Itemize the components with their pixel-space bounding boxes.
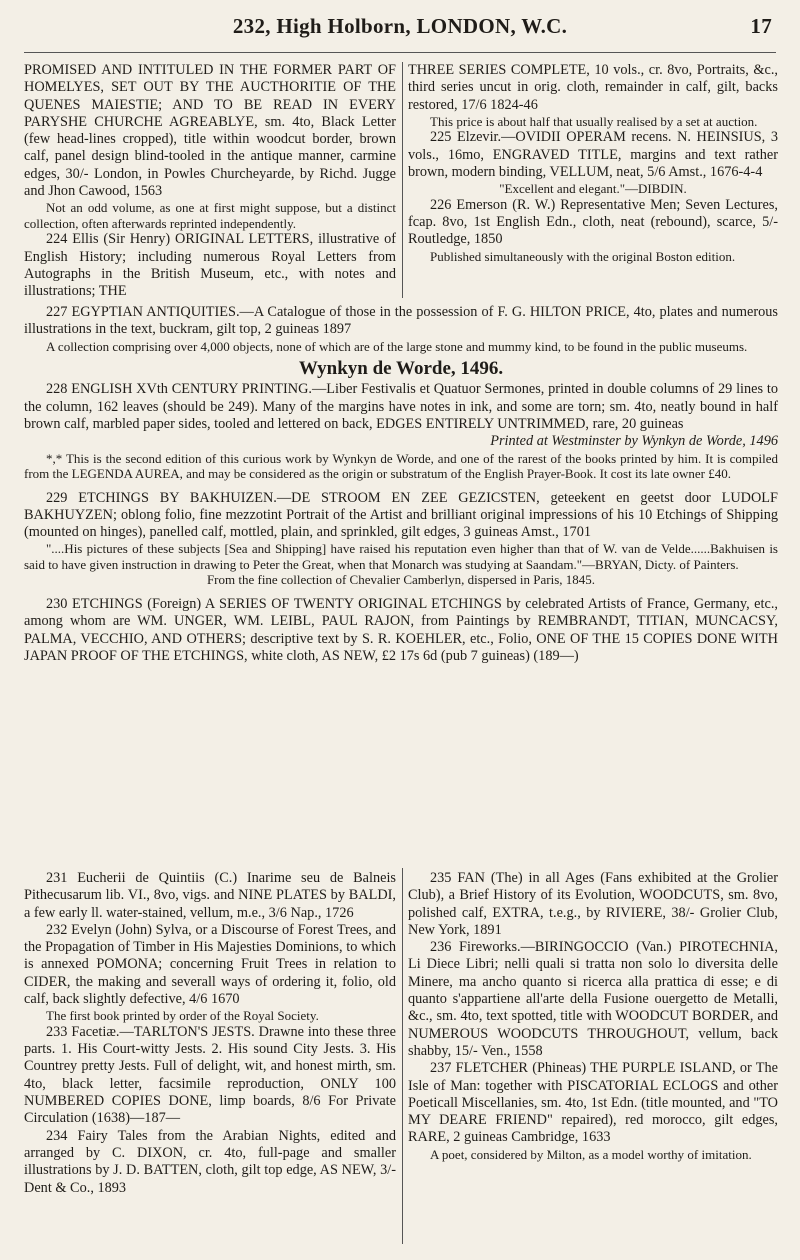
header-rule: [24, 52, 776, 53]
entry-225: 225 Elzevir.—OVIDII OPERAM recens. N. HEINSIUS, 3 vols., 16mo, ENGRAVED TITLE, margins and text rather brown, modern binding, VELLUM, neat, 5/6 Amst., 1676-4-4: [408, 129, 778, 180]
entry-227-note: A collection comprising over 4,000 objects, none of which are of the large stone and mummy kind, to be found in the public museums.: [46, 338, 748, 354]
entry-225-note: "Excellent and elegant."—DIBDIN.: [499, 181, 687, 197]
entry-229: 229 ETCHINGS BY BAKHUIZEN.—DE STROOM EN ZEE GEZICSTEN, geteekent en geetst door LUDOLF BAKHUYZEN; oblong folio, fine mezzotint Portrait of the Artist and brilliant original impressions of his 10 Etchings of Shipping (mounted on hinges), panelled calf, mottled, plain, and sprinkled, gilt edges, 3 guineas Amst., 1701: [24, 489, 778, 541]
left-column-top: [24, 62, 396, 301]
entry-230: 230 ETCHINGS (Foreign) A SERIES OF TWENTY ORIGINAL ETCHINGS by celebrated Artists of France, Germany, etc., among whom are WM. UNGER, WM. LEIBL, PAUL RAJON, from Paintings by REMBRANDT, TITIAN, MUNCACSY, PALMA, VECCHIO, AND OTHERS; descriptive text by S. R. KOEHLER, etc., Folio, ONE OF THE 15 COPIES DONE WITH JAPAN PROOF OF THE ETCHINGS, white cloth, AS NEW, £2 17s 6d (pub 7 guineas) (189—): [24, 595, 778, 664]
entry-232: 232 Evelyn (John) Sylva, or a Discourse of Forest Trees, and the Propagation of Timber in His Majesties Dominions, to which is annexed POMONA; concerning Fruit Trees in relation to CIDER, the making and severall ways of ordering it, folio, old calf, back slightly defective, 4/6 1670: [24, 921, 396, 1008]
entry-232-note: The first book printed by order of the Royal Society.: [46, 1008, 319, 1024]
entry-237-note: A poet, considered by Milton, as a model worthy of imitation.: [430, 1146, 752, 1162]
section-heading-wynkyn: Wynkyn de Worde, 1496.: [298, 358, 504, 380]
column-divider-bottom: [402, 868, 403, 1244]
right-column-bottom: [408, 870, 778, 1162]
entry-223-cont: PROMISED AND INTITULED IN THE FORMER PART OF HOMELYES, SET OUT BY THE AUCTHORITIE OF THE QUENES MAIESTIE; AND TO BE READ IN EVERY PARYSHE CHURCHE AGREABLYE, sm. 4to, Black Letter (few head-lines cropped), title within woodcut border, brown calf, panel design blind-tooled in the antique manner, carmine edges, 30/- London, in Powles Churcheyarde, by Richd. Jugge and Jhon Cawood, 1563: [24, 62, 396, 200]
entry-237: 237 FLETCHER (Phineas) THE PURPLE ISLAND, or The Isle of Man: together with PISCATORIAL ECLOGS and other Poeticall Miscellanies, sm. 4to, 1st Edn. (title mounted, and "TO MY DEARE FRIEND" repaired), red morocco, gilt edges, RARE, 2 guineas Cambridge, 1633: [408, 1060, 778, 1146]
entry-226-note: Published simultaneously with the original Boston edition.: [430, 248, 736, 264]
entry-223-note: Not an odd volume, as one at first might suppose, but a distinct collection, often afterwards reprinted independently.: [24, 200, 396, 231]
entry-228: 228 ENGLISH XVth CENTURY PRINTING.—Liber Festivalis et Quatuor Sermones, printed in double columns of 29 lines to the column, 162 leaves (should be 249). Many of the margins have notes in ink, and some are torn; sm. 4to, neatly bound in half brown calf, marbled paper sides, tooled and lettered on back, EDGES ENTIRELY UNTRIMMED, rare, 20 guineas: [24, 381, 778, 432]
entry-235: 235 FAN (The) in all Ages (Fans exhibited at the Grolier Club), a Brief History of its Evolution, WOODCUTS, sm. 8vo, polished calf, EXTRA, t.e.g., by RIVIERE, 38/- Grolier Club, New York, 1891: [408, 870, 778, 938]
full-width-section: [24, 304, 778, 665]
entry-227: 227 EGYPTIAN ANTIQUITIES.—A Catalogue of those in the possession of F. G. HILTON PRICE, 4to, plates and numerous illustrations in the text, buckram, gilt top, 2 guineas 1897: [24, 304, 778, 338]
header-address: 232, High Holborn, LONDON, W.C.: [232, 14, 568, 38]
left-column-bottom: [24, 870, 396, 1197]
entry-229-note: "....His pictures of these subjects [Sea and Shipping] have raised his reputation even higher than that of W. van de Velde......Bakhuisen is said to have given instruction in drawing to Peter the Great, when that Monarch was studying at Saandam."—BRYAN, Dicty. of Painters.: [24, 541, 778, 572]
entry-228-note: *,* This is the second edition of this curious work by Wynkyn de Worde, and one of the rarest of the books printed by him. It is compiled from the LEGENDA AUREA, and may be considered as the origin or substratum of the English Prayer-Book. It cost its late owner £40.: [24, 450, 778, 482]
right-column-top: [408, 62, 778, 264]
entry-226: 226 Emerson (R. W.) Representative Men; Seven Lectures, fcap. 8vo, 1st English Edn., cloth, neat (rebound), scarce, 5/- Routledge, 1850: [408, 196, 778, 248]
entry-224-note: This price is about half that usually realised by a set at auction.: [430, 113, 758, 129]
entry-231: 231 Eucherii de Quintiis (C.) Inarime seu de Balneis Pithecusarum lib. VI., 8vo, vigs. and NINE PLATES by BALDI, a few early ll. water-stained, vellum, m.e., 3/6 Nap., 1726: [24, 870, 396, 921]
page-header: [28, 14, 772, 40]
page-number: 17: [750, 14, 772, 38]
entry-224-cont: THREE SERIES COMPLETE, 10 vols., cr. 8vo, Portraits, &c., third series uncut in orig. cloth, remainder in calf, gilt, backs restored, 17/6 1824-46: [408, 62, 778, 113]
entry-228-imprint: Printed at Westminster by Wynkyn de Worde, 1496: [490, 433, 778, 450]
column-divider-top: [402, 62, 403, 298]
entry-234: 234 Fairy Tales from the Arabian Nights, edited and arranged by C. DIXON, cr. 4to, full-page and smaller illustrations by J. D. BATTEN, cloth, gilt top edge, AS NEW, 3/- Dent & Co., 1893: [24, 1127, 396, 1196]
entry-224: 224 Ellis (Sir Henry) ORIGINAL LETTERS, illustrative of English History; including numerous Royal Letters from Autographs in the British Museum, etc., with notes and illustrations; THE: [24, 231, 396, 300]
entry-236: 236 Fireworks.—BIRINGOCCIO (Van.) PIROTECHNIA, Li Diece Libri; nelli quali si tratta non solo lo diversita delle Minere, ma ancho quanto si ricerca alla prattica di esse; e di quanto s'appartiene all'arte della Fusione ouergetto de Metalli, &c., sm. 4to, text spotted, title with WOODCUT BORDER, and NUMEROUS WOODCUTS THROUGHOUT, vellum, back shabby, 15/- Ven., 1558: [408, 939, 778, 1059]
entry-229-provenance: From the fine collection of Chevalier Camberlyn, dispersed in Paris, 1845.: [206, 572, 596, 588]
entry-233: 233 Facetiæ.—TARLTON'S JESTS. Drawne into these three parts. 1. His Court-witty Jests. 2. His sound City Jests. 3. His Countrey pretty Jests. Full of delight, wit, and honest mirth, sm. 4to, black letter, facsimile reproduction, ONLY 100 NUMBERED COPIES DONE, limp boards, 8/6 For Private Circulation (1638)—187—: [24, 1023, 396, 1127]
